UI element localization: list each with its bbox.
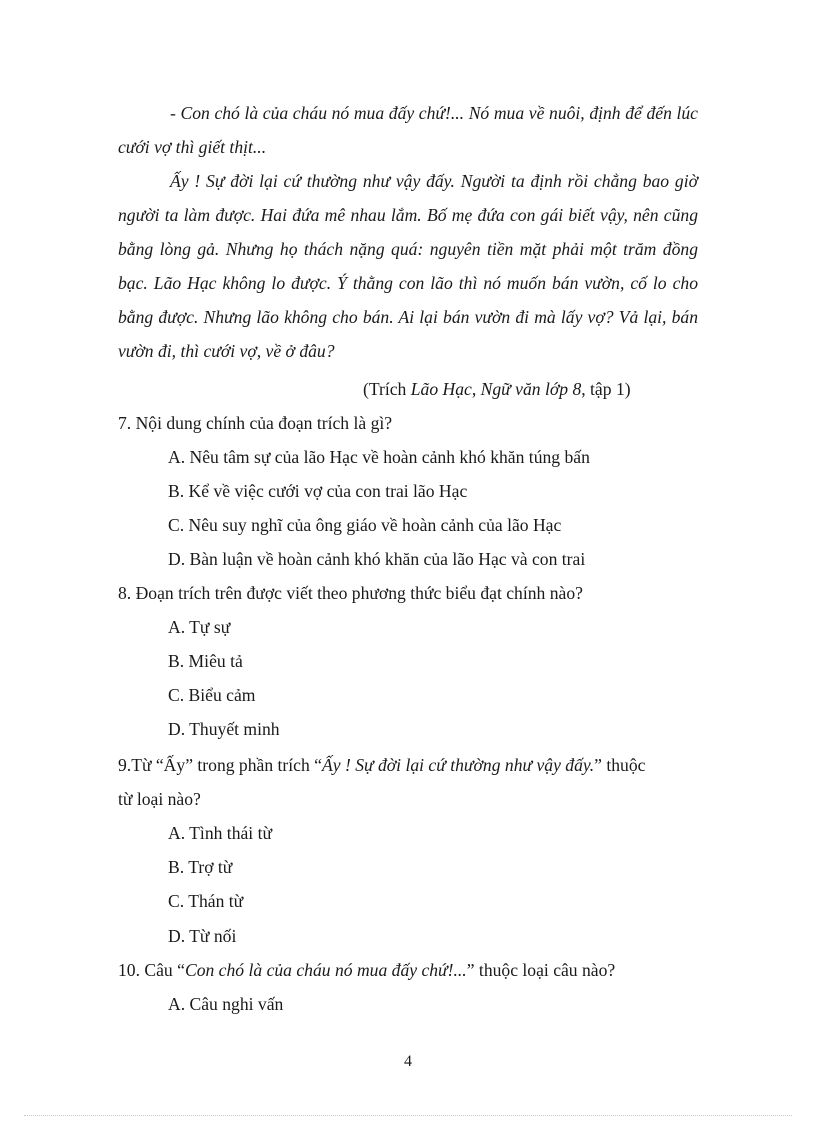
citation (363, 378, 631, 400)
question-10 (118, 959, 615, 981)
passage-paragraph-1: - Con chó là của cháu nó mua đấy chứ!... Nó mua về nuôi, định để đến lúc cưới vợ thì giết thịt... (118, 103, 698, 157)
q8-option-d: D. Thuyết minh (168, 719, 280, 739)
page-number: 4 (404, 1053, 412, 1070)
q8-option-a: A. Tự sự (168, 617, 231, 637)
q9-option-b: B. Trợ từ (168, 857, 233, 877)
q9-option-c: C. Thán từ (168, 891, 244, 911)
q10-text-2: ” thuộc loại câu nào? (466, 960, 616, 980)
page-footer-divider (24, 1115, 792, 1116)
q10-option-a: A. Câu nghi vấn (168, 994, 284, 1014)
q7-option-b: B. Kể về việc cưới vợ của con trai lão Hạc (168, 481, 468, 501)
question-9-line-2: từ loại nào? (118, 789, 201, 809)
q8-option-b: B. Miêu tả (168, 651, 243, 671)
q9-quote: Ấy ! Sự đời lại cứ thường như vậy đấy. (321, 755, 595, 775)
passage-paragraph-2: Ấy ! Sự đời lại cứ thường như vậy đấy. Người ta định rồi chẳng bao giờ người ta làm được. Hai đứa mê nhau lắm. Bố mẹ đứa con gái biết vậy, nên cũng bằng lòng gả. Nhưng họ thách nặng quá: nguyên tiền mặt phải một trăm đồng bạc. Lão Hạc không lo được. Ý thằng con lão thì nó muốn bán vườn, cố lo cho bằng được. Nhưng lão không cho bán. Ai lại bán vườn đi mà lấy vợ? Vả lại, bán vườn đi, thì cưới vợ, về ở đâu? (118, 171, 698, 361)
citation-book: Ngữ văn lớp 8 (480, 379, 582, 399)
passage (118, 96, 698, 368)
citation-work: Lão Hạc (410, 379, 472, 399)
question-9 (118, 754, 645, 776)
q7-option-d: D. Bàn luận về hoàn cảnh khó khăn của lão Hạc và con trai (168, 549, 586, 569)
q9-text-2: ” thuộc (594, 755, 646, 775)
citation-close: , tập 1) (581, 379, 631, 399)
q7-option-a: A. Nêu tâm sự của lão Hạc về hoàn cảnh khó khăn túng bấn (168, 447, 590, 467)
citation-open: (Trích (363, 379, 411, 399)
q10-text-1: 10. Câu “ (118, 960, 185, 980)
q9-option-d: D. Từ nối (168, 926, 237, 946)
citation-sep: , (471, 379, 481, 399)
question-8: 8. Đoạn trích trên được viết theo phương thức biểu đạt chính nào? (118, 583, 583, 603)
q8-option-c: C. Biểu cảm (168, 685, 256, 705)
question-7: 7. Nội dung chính của đoạn trích là gì? (118, 413, 393, 433)
q7-option-c: C. Nêu suy nghĩ của ông giáo về hoàn cảnh của lão Hạc (168, 515, 562, 535)
q9-option-a: A. Tình thái từ (168, 823, 273, 843)
q10-quote: Con chó là của cháu nó mua đấy chứ!... (184, 960, 467, 980)
q9-text-1: 9.Từ “Ấy” trong phần trích “ (118, 755, 322, 775)
